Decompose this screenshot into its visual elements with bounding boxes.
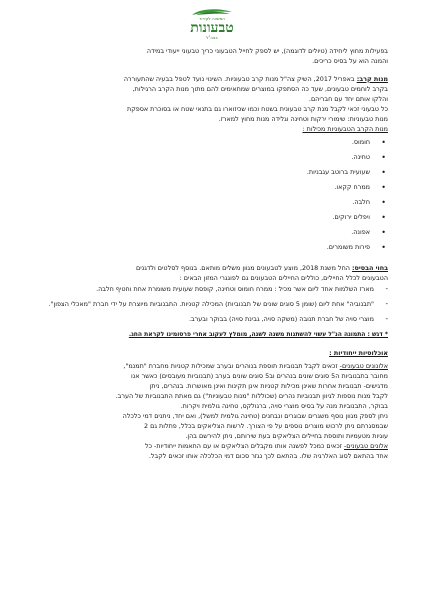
- vegan-fighters-line: זכאים לקבל תבנוביות תוספת בנוהרים ובערב שמכילות קטניות מחברת "תמנמ",: [123, 362, 338, 370]
- logo-bottom-line: בצה"ל: [206, 35, 218, 40]
- list-item: • ממרח קקאו.: [34, 180, 374, 195]
- list-item: • חומוס.: [34, 135, 374, 150]
- vegan-fighters-line: מדגישים- תבנוביות אחרות שאינן מכילות קטניות אינן תקינות ואינן מאושרות. בנהרים, ניתן: [149, 382, 388, 390]
- list-item: • פירות משומרים.: [34, 240, 374, 255]
- bases-title: בחוי הבסיס:: [351, 264, 388, 272]
- vegan-fighters-line: לקבל מנות נוספות לגיוון תבנוביות נהרים (שכוללות "מנות טבעוניות") גם מאתת התבנוביות של הערב.: [115, 392, 388, 400]
- list-item: • אפונה.: [34, 225, 374, 240]
- combat-line: בקרב לוחמים טבעונים, שעד כה הסתפקו במוצרים שמתאימים להם מתוך מנות הקרב הרגילות,: [132, 85, 388, 93]
- combat-line: והלקו אותם יחד עם חבריהם.: [308, 95, 388, 103]
- celiac-line: זכאים כמכל לפשנה אותו מקבלים הצליאקים או עם התאמות ייחודיות- כל: [144, 442, 342, 450]
- combat-paragraph: [34, 74, 388, 84]
- list-item: - "תבנוביה" אחת ליום (שומן 5 סוגים שונים של תבנוביות) המכילה קטניות. התבנוביות מיוצרת על ידי חברת "מאכלי הצפון".: [34, 299, 378, 309]
- leaf-icon: [190, 8, 234, 16]
- vegan-fighters-label: אלונונים טבעונים-: [339, 362, 388, 370]
- list-item: - מארז השלמות אחד ליום אשר מכיל : ממרח חומוס וטחינה, קופסת שעועית משומרת אחת וחטיף חלבה.: [34, 284, 378, 294]
- special-title: אוכלוסיות ייחודיות :: [329, 349, 388, 357]
- document-body: [34, 46, 388, 461]
- organization-logo: [170, 8, 254, 42]
- list-item: - מוצרי סויה של חברת תנובה (משקה סויה, גבינת סויה) בבוקר ובערב.: [34, 314, 378, 324]
- vegan-fighters-paragraph: [34, 361, 388, 371]
- bases-paragraph: [34, 263, 388, 273]
- combat-line: כל טבעוני זכאי לקבל מנת קרב טבעונית בשטח וכמו שכיזוארו גם בתנאי שטח או בסוכרת אספקת: [127, 105, 388, 113]
- list-item: • טחינה.: [34, 150, 374, 165]
- intro-line: והמנה הוא על בסיס כריכים.: [312, 57, 388, 65]
- bases-items-list: [34, 284, 378, 324]
- special-note-line: עוגיות מטעמיות ותוספת בחיילים הצליאקים בעת שירותם, ניתן להירשם בהן.: [185, 432, 388, 440]
- celiac-line: אחד בהתאם לסוג האלרגיה שלו. בהתאם לכך נגזר סכום דמי הכלכלה אותו זכאים לקבל.: [148, 452, 388, 460]
- list-item: • שעועית ברוטב עגבניות.: [34, 165, 374, 180]
- logo-top-line: המשווה לקירור: [199, 16, 225, 21]
- bases-line: הטבעונים לכלל החיילים, כוללים החיילים הטבעונים גם לפוגגרי המזון הבאים :: [179, 274, 388, 282]
- list-item: • חלבה.: [34, 195, 374, 210]
- intro-line: בפעילות מחוץ ליחידה (טיולים לדוגמה), יש לספק לחייל הטבעוני כריך טבעוני ייעודי במידה: [146, 47, 388, 55]
- combat-list-title: מנות הקרב הטבעוניות מכילות :: [302, 125, 388, 133]
- list-item: • ויפלים ירוקים.: [34, 210, 374, 225]
- vegan-fighters-line: בבוקר, התבנוביות מנה על בסיס מוצרי סויה, ברגולקס, טחינה גולמית ויקרות.: [180, 402, 388, 410]
- special-note-line: שבמסגרתם ניתן לרכוש מוצרים נוספים על פי הצורך. לרשות הצליאקים בכלל, פתלות גם 2: [143, 422, 388, 430]
- logo-brand: טבעונות: [190, 20, 234, 36]
- combat-items-list: [34, 135, 374, 255]
- combat-line: באפריל 2017, השיק צה"ל מנות קרב טבעוניות. השינוי נועד לטפל בבעיה שהתעוררה: [123, 75, 355, 83]
- vegan-fighters-line: מחובר בתבנוביות ה5 סוגים שונים בנהרים וב5 סוגים שונים בערב (תבנוביות מעובסים) כאשר אנו: [131, 372, 388, 380]
- bases-note: * דגש : התמונה הנ"ל עשוי להשתנות משנה לשנה, מומלץ לעקוב אחרי פרסומינו לקראת החג.: [128, 331, 388, 338]
- special-note-line: ניתן לספק מגוון נוסף משגרים שבוגרים ונבחנים (טחינה גולמית למשל), ואם יחד, ניתנים דמי כלכלה: [122, 412, 388, 420]
- combat-title: מנות קרב:: [356, 75, 388, 83]
- celiac-paragraph: [34, 441, 388, 451]
- bases-line: החל משנת 2018, מוצע לטבעונים מגוון משלים מותאם. בנוסף לסלטים ולדגנים: [136, 264, 350, 272]
- celiac-label: אלונים טבעונים-: [343, 442, 388, 450]
- combat-line: מנות טבעוניות: שימורי ירקות וטחינה וגלידה מנות מחוץ למארז.: [218, 115, 388, 123]
